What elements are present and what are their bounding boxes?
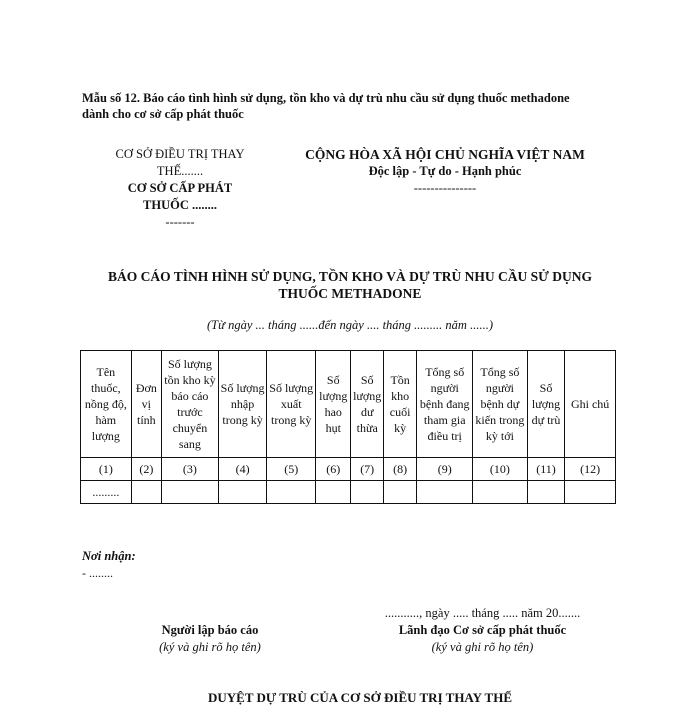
- approval-section-title: DUYỆT DỰ TRÙ CỦA CƠ SỞ ĐIỀU TRỊ THAY THẾ: [207, 690, 512, 705]
- recipients-label: Nơi nhận:: [82, 549, 136, 563]
- table-cell: [473, 481, 528, 504]
- header-cell: Số lượng nhập trong kỳ: [218, 351, 267, 458]
- column-number: (9): [417, 458, 473, 481]
- table-cell: [351, 481, 383, 504]
- table-row: [81, 481, 616, 504]
- agency-divider: -------: [165, 215, 195, 229]
- header-cell: Số lượng dư thừa: [351, 351, 383, 458]
- national-motto: Độc lập - Tự do - Hạnh phúc: [368, 164, 522, 178]
- column-number: (1): [81, 458, 132, 481]
- national-header: [295, 146, 595, 197]
- header-cell: Tổng số người bệnh dự kiến trong kỳ tới: [473, 351, 528, 458]
- issuing-agency-header: [90, 146, 270, 231]
- table-cell: [316, 481, 351, 504]
- report-table: [80, 350, 616, 504]
- leader-role: Lãnh đạo Cơ sở cấp phát thuốc: [398, 623, 567, 637]
- date-line: ..........., ngày ..... tháng ..... năm 20.......: [384, 606, 581, 620]
- leader-note: (ký và ghi rõ họ tên): [431, 640, 534, 654]
- agency-line-4: THUỐC ........: [143, 198, 217, 212]
- agency-line-3: CƠ SỞ CẤP PHÁT: [127, 181, 233, 195]
- header-cell: Tên thuốc, nồng độ, hàm lượng: [81, 351, 132, 458]
- motto-divider: ---------------: [413, 181, 477, 195]
- header-cell: Số lượng dự trù: [527, 351, 564, 458]
- column-number-row: [81, 458, 616, 481]
- preparer-note: (ký và ghi rõ họ tên): [159, 640, 261, 654]
- nation-name: CỘNG HÒA XÃ HỘI CHỦ NGHĨA VIỆT NAM: [305, 147, 585, 162]
- form-title: Mẫu số 12. Báo cáo tình hình sử dụng, tồn kho và dự trù nhu cầu sử dụng thuốc methadone dành cho cơ sở cấp phát thuốc: [82, 91, 570, 121]
- column-number: (8): [383, 458, 416, 481]
- table-cell: [383, 481, 416, 504]
- table-cell: .........: [81, 481, 132, 504]
- table-cell: [162, 481, 219, 504]
- report-title: BÁO CÁO TÌNH HÌNH SỬ DỤNG, TỒN KHO VÀ DỰ TRÙ NHU CẦU SỬ DỤNG THUỐC METHADONE: [108, 269, 592, 301]
- column-number: (7): [351, 458, 383, 481]
- table-cell: [131, 481, 161, 504]
- table-cell: [565, 481, 616, 504]
- preparer-role: Người lập báo cáo: [161, 623, 259, 637]
- column-number: (3): [162, 458, 219, 481]
- column-number: (11): [527, 458, 564, 481]
- column-number: (10): [473, 458, 528, 481]
- table-cell: [527, 481, 564, 504]
- agency-line-1: CƠ SỞ ĐIỀU TRỊ THAY: [115, 147, 245, 161]
- column-number: (2): [131, 458, 161, 481]
- header-cell: Số lượng hao hụt: [316, 351, 351, 458]
- header-cell: Số lượng xuất trong kỳ: [267, 351, 316, 458]
- header-cell: Ghi chú: [565, 351, 616, 458]
- agency-line-2: THẾ.......: [156, 164, 204, 178]
- report-period: (Từ ngày ... tháng ......đến ngày .... tháng ......... năm ......): [207, 318, 493, 332]
- header-cell: Tổng số người bệnh đang tham gia điều trị: [417, 351, 473, 458]
- column-number: (4): [218, 458, 267, 481]
- column-number: (12): [565, 458, 616, 481]
- table-header-row: [81, 351, 616, 458]
- header-cell: Số lượng tồn kho kỳ báo cáo trước chuyển sang: [162, 351, 219, 458]
- header-cell: Tồn kho cuối kỳ: [383, 351, 416, 458]
- table-cell: [267, 481, 316, 504]
- table-cell: [218, 481, 267, 504]
- signature-preparer: [110, 622, 310, 656]
- signature-leader: [350, 622, 615, 656]
- recipients-item: - ........: [82, 566, 113, 580]
- column-number: (5): [267, 458, 316, 481]
- column-number: (6): [316, 458, 351, 481]
- table-cell: [417, 481, 473, 504]
- header-cell: Đơn vị tính: [131, 351, 161, 458]
